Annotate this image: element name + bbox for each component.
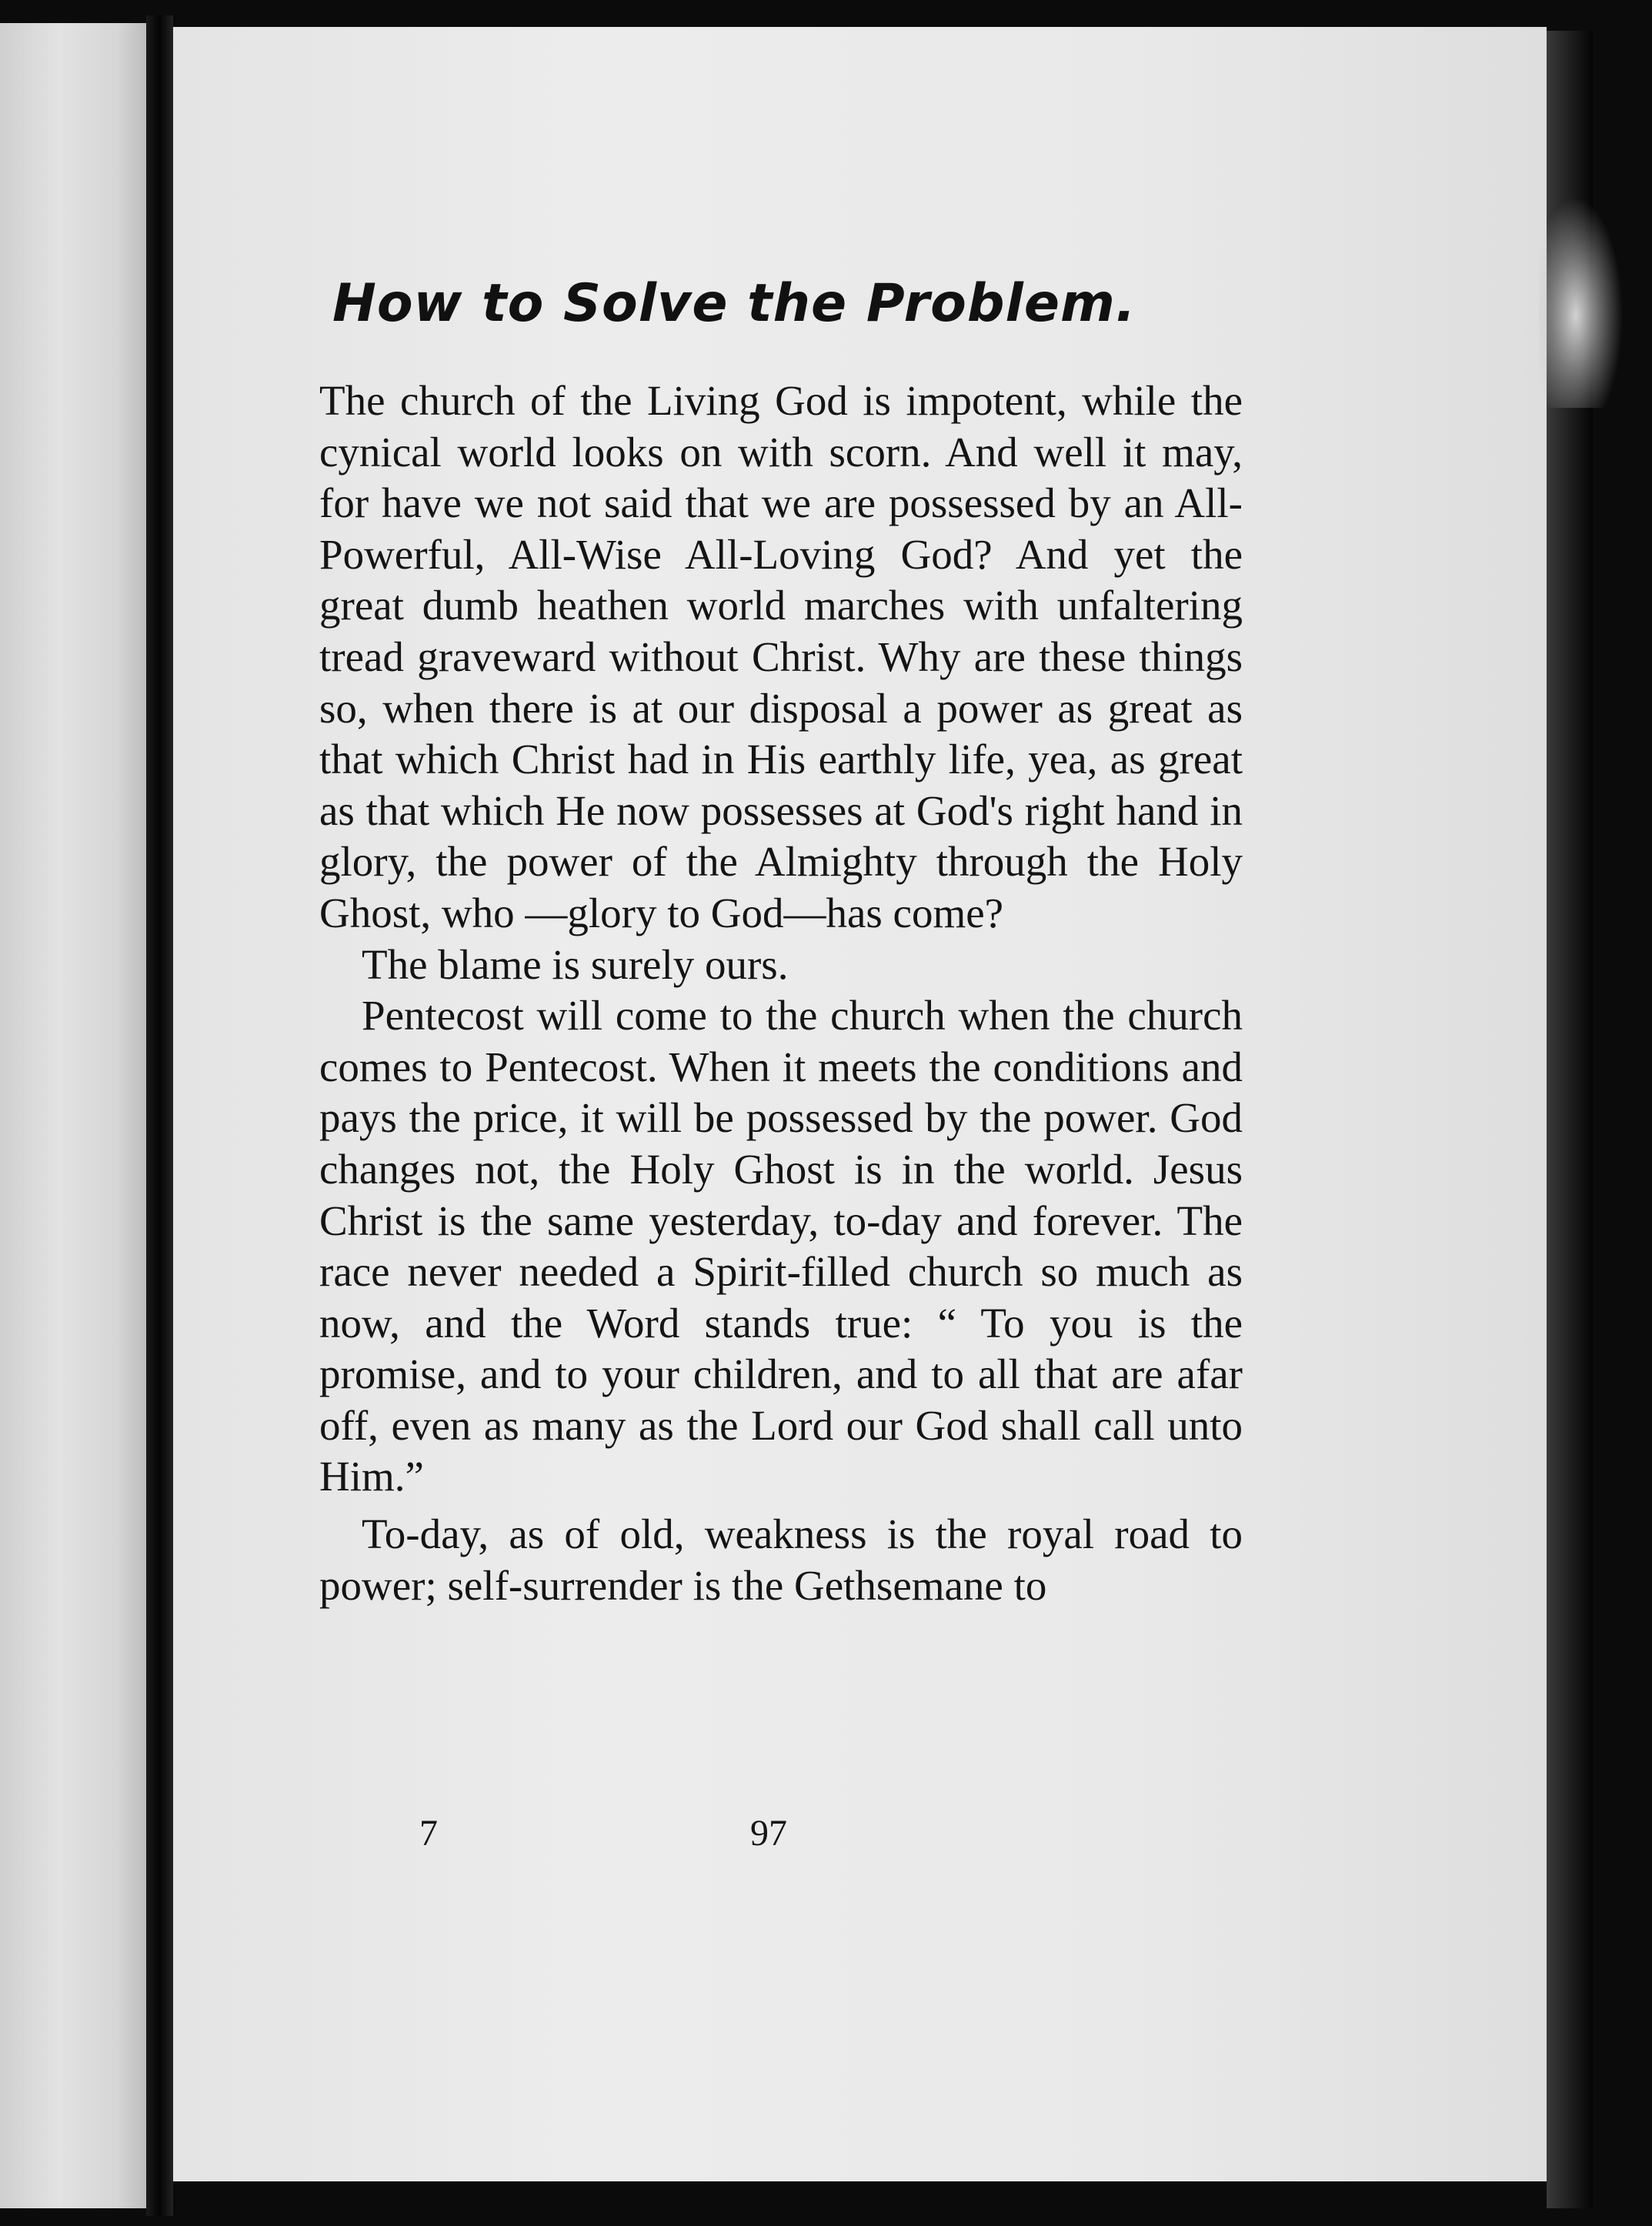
torn-paper-edge [1539, 177, 1631, 408]
chapter-heading: How to Solve the Problem. [332, 273, 1136, 334]
paragraph-2: The blame is surely ours. [362, 940, 789, 988]
page-number: 97 [750, 1813, 787, 1854]
paragraph-1: The church of the Living God is impotent, while the cynical world looks on with scorn. And well it may, for have we not said that we are possessed by an All-Powerful, All-Wise All-Loving God? And yet the great dumb heathen world marches with unfaltering tread graveward without Christ. Why are these things so, when there is at our disposal a power as great as that which Christ had in His earthly life, yea, as great as that which He now possesses at God's right hand in glory, the power of the Almighty through the Holy Ghost, who —glory to God—has come? [319, 377, 1243, 936]
paragraph-4: To-day, as of old, weakness is the royal road to power; self-surrender is the Gethsemane to [319, 1510, 1243, 1609]
body-text [319, 375, 1243, 1611]
page-footer [0, 1812, 1652, 1866]
paragraph-3: Pentecost will come to the church when the church comes to Pentecost. When it meets the conditions and pays the price, it will be possessed by the power. God changes not, the Holy Ghost is in the world. Jesus Christ is the same yesterday, to-day and forever. The race never needed a Spirit-filled church so much as now, and the Word stands true: “ To you is the promise, and to your children, and to all that are afar off, even as many as the Lord our God shall call unto Him.” [319, 992, 1243, 1500]
facing-page-edge [0, 23, 146, 2208]
book-gutter [146, 15, 173, 2216]
signature-mark: 7 [419, 1813, 438, 1854]
